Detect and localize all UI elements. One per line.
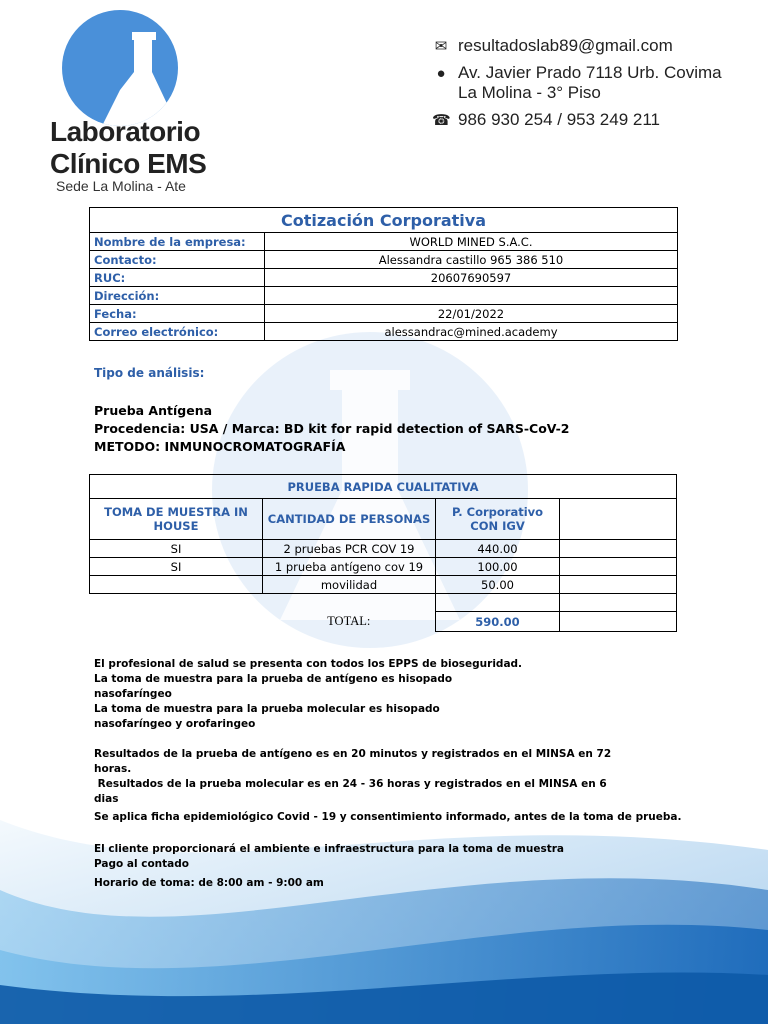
- empty-cell: [560, 576, 677, 594]
- cell-cantidad: movilidad: [263, 576, 436, 594]
- col-header-toma: TOMA DE MUESTRA IN HOUSE: [90, 499, 263, 540]
- price-table-title: PRUEBA RAPIDA CUALITATIVA: [90, 475, 677, 499]
- note-line: Pago al contado: [94, 858, 189, 870]
- cell-precio: 50.00: [436, 576, 560, 594]
- info-value: 22/01/2022: [265, 305, 678, 323]
- price-table: [89, 474, 677, 632]
- quote-title: Cotización Corporativa: [90, 208, 678, 233]
- table-row: [90, 323, 678, 341]
- cell-toma: SI: [90, 540, 263, 558]
- info-value: alessandrac@mined.academy: [265, 323, 678, 341]
- cell-cantidad: 1 prueba antígeno cov 19: [263, 558, 436, 576]
- total-value: 590.00: [436, 612, 560, 632]
- info-label: Dirección:: [90, 287, 265, 305]
- note-line: nasofaríngeo y orofaringeo: [94, 718, 256, 730]
- table-row: [90, 576, 677, 594]
- table-row: [90, 558, 677, 576]
- info-label: Correo electrónico:: [90, 323, 265, 341]
- empty-cell: [560, 612, 677, 632]
- empty-cell: [560, 594, 677, 612]
- logo-title-line2: Clínico EMS: [50, 148, 207, 179]
- note-line: Resultados de la prueba de antígeno es en 20 minutos y registrados en el MINSA en 72: [94, 748, 612, 760]
- flask-icon: [62, 10, 178, 126]
- analysis-label: Tipo de análisis:: [94, 366, 205, 380]
- cell-toma: SI: [90, 558, 263, 576]
- info-label: Fecha:: [90, 305, 265, 323]
- analysis-line-3: METODO: INMUNOCROMATOGRAFÍA: [94, 439, 346, 454]
- analysis-line-2: Procedencia: USA / Marca: BD kit for rapid detection of SARS-CoV-2: [94, 421, 570, 436]
- empty-cell: [560, 558, 677, 576]
- note-line: dias: [94, 793, 119, 805]
- cell-precio: 100.00: [436, 558, 560, 576]
- note-line: Se aplica ficha epidemiológico Covid - 19 y consentimiento informado, antes de la toma de prueba.: [94, 811, 682, 823]
- logo-circle: [62, 10, 178, 126]
- table-row: [90, 287, 678, 305]
- info-table: [89, 207, 678, 341]
- email-text: resultadoslab89@gmail.com: [458, 36, 673, 55]
- empty-cell: [560, 499, 677, 540]
- cell-toma: [90, 576, 263, 594]
- info-value: WORLD MINED S.A.C.: [265, 233, 678, 251]
- phone-text: 986 930 254 / 953 249 211: [458, 110, 660, 129]
- info-label: RUC:: [90, 269, 265, 287]
- table-row: [90, 251, 678, 269]
- cell-precio: 440.00: [436, 540, 560, 558]
- table-row: [90, 540, 677, 558]
- note-line: nasofaríngeo: [94, 688, 172, 700]
- note-line: La toma de muestra para la prueba molecular es hisopado: [94, 703, 440, 715]
- address-text-1: Av. Javier Prado 7118 Urb. Covima: [458, 63, 722, 82]
- table-row: [90, 269, 678, 287]
- note-line: El cliente proporcionará el ambiente e infraestructura para la toma de muestra: [94, 843, 564, 855]
- note-line: horas.: [94, 763, 132, 775]
- table-row: [90, 305, 678, 323]
- mail-icon: ✉: [434, 38, 448, 55]
- info-label: Contacto:: [90, 251, 265, 269]
- table-row: [90, 233, 678, 251]
- phone-icon: ☎: [432, 112, 451, 129]
- empty-cell: [436, 594, 560, 612]
- cell-cantidad: 2 pruebas PCR COV 19: [263, 540, 436, 558]
- logo-subtitle: Sede La Molina - Ate: [56, 178, 186, 194]
- address-line: [432, 63, 722, 83]
- empty-cell: [560, 540, 677, 558]
- address-text-2: La Molina - 3° Piso: [458, 83, 601, 102]
- total-label: TOTAL:: [327, 614, 371, 628]
- info-value: Alessandra castillo 965 386 510: [265, 251, 678, 269]
- analysis-line-1: Prueba Antígena: [94, 403, 213, 418]
- note-line: Resultados de la prueba molecular es en 24 - 36 horas y registrados en el MINSA en 6: [94, 778, 607, 790]
- col-header-precio: P. Corporativo CON IGV: [436, 499, 560, 540]
- note-line: La toma de muestra para la prueba de antígeno es hisopado: [94, 673, 453, 685]
- info-value: [265, 287, 678, 305]
- info-label: Nombre de la empresa:: [90, 233, 265, 251]
- note-line: El profesional de salud se presenta con todos los EPPS de bioseguridad.: [94, 658, 523, 670]
- phone-line: [432, 110, 660, 130]
- col-header-cantidad: CANTIDAD DE PERSONAS: [263, 499, 436, 540]
- info-value: 20607690597: [265, 269, 678, 287]
- logo-title-line1: Laboratorio: [50, 116, 201, 147]
- email-line: [432, 36, 673, 56]
- note-line: Horario de toma: de 8:00 am - 9:00 am: [94, 877, 324, 889]
- location-pin-icon: ●: [436, 65, 446, 82]
